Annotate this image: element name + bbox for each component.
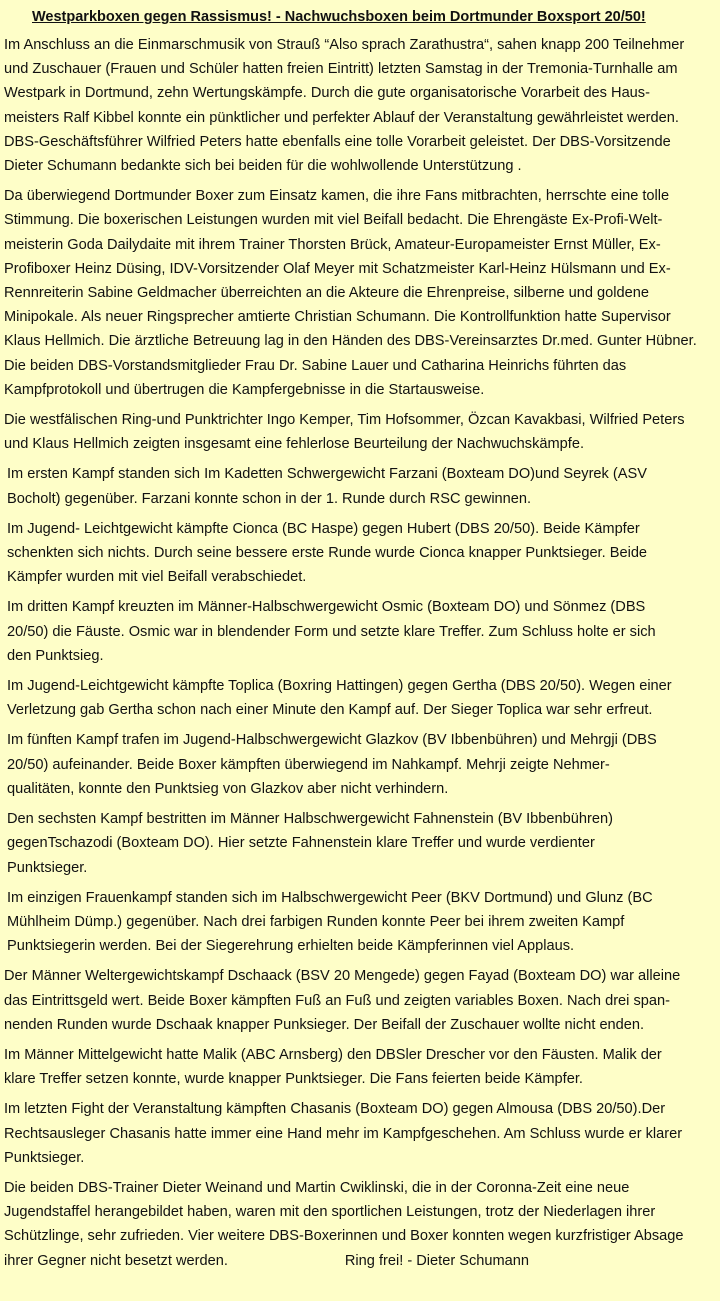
closing-text: ihrer Gegner nicht besetzt werden. — [4, 1252, 228, 1269]
paragraph-intro: Im Anschluss an die Einmarschmusik von Strauß “Also sprach Zarathustra“, sahen knapp 200 Teilnehmer und Zuschauer (Frauen und Schüler hatten freien Eintritt) letzten Samstag in der Tremonia-Turnhalle am Westpark in Dortmund, zehn Wertungskämpfe. Durch die gute organisatorische Vorarbeit des Haus- meisters Ralf Kibbel konnte ein pünktlicher und perfekter Ablauf der Veranstaltung gewährleistet werden. DBS-Geschäftsführer Wilfried Peters hatte ebenfalls eine tolle Vorarbeit geleistet. Der DBS-Vorsitzende Dieter Schumann bedankte sich bei beiden für die wohlwollende Unterstützung . — [4, 37, 685, 175]
closing-line — [4, 1253, 529, 1269]
paragraph-bout-3: Im dritten Kampf kreuzten im Männer-Halbschwergewicht Osmic (Boxteam DO) und Sönmez (DBS 20/50) die Fäuste. Osmic war in blendender Form und setzte klare Treffer. Zum Schluss holte er sich den Punktsieg. — [7, 599, 656, 664]
paragraph-bout-4: Im Jugend-Leichtgewicht kämpfte Toplica (Boxring Hattingen) gegen Gertha (DBS 20/50). Wegen einer Verletzung gab Gertha schon nach einer Minute den Kampf auf. Der Sieger Toplica war sehr erfreut. — [7, 678, 672, 719]
paragraph-judges: Die westfälischen Ring-und Punktrichter Ingo Kemper, Tim Hofsommer, Özcan Kavakbasi, Wilfried Peters und Klaus Hellmich zeigten insgesamt eine fehlerlose Beurteilung der Nachwuchskämpfe. — [4, 412, 685, 453]
paragraph-bout-7: Im einzigen Frauenkampf standen sich im Halbschwergewicht Peer (BKV Dortmund) und Glunz (BC Mühlheim Dümp.) gegenüber. Nach drei farbigen Runden konnte Peer bei ihrem zweiten Kampf Punktsiegerin werden. Bei der Siegerehrung erhielten beide Kämpferinnen viel Applaus. — [7, 889, 653, 955]
paragraph-bout-6: Den sechsten Kampf bestritten im Männer Halbschwergewicht Fahnenstein (BV Ibbenbühren) gegenTschazodi (Boxteam DO). Hier setzte Fahnenstein klare Treffer und wurde verdienter Punktsieger. — [7, 811, 613, 876]
paragraph-conclusion — [4, 1176, 716, 1273]
paragraph-bout-1: Im ersten Kampf standen sich Im Kadetten Schwergewicht Farzani (Boxteam DO)und Seyrek (ASV Bocholt) gegenüber. Farzani konnte schon in der 1. Runde durch RSC gewinnen. — [7, 466, 647, 507]
paragraph-bout-8: Der Männer Weltergewichtskampf Dschaack (BSV 20 Mengede) gegen Fayad (Boxteam DO) war alleine das Eintrittsgeld wert. Beide Boxer kämpften Fuß an Fuß und zeigten variables Boxen. Nach drei span- nenden Runden wurde Dschaak knapper Punksieger. Der Beifall der Zuschauer wollte nicht enden. — [4, 968, 681, 1033]
signature: Ring frei! - Dieter Schumann — [344, 1252, 530, 1269]
paragraph-bout-10: Im letzten Fight der Veranstaltung kämpften Chasanis (Boxteam DO) gegen Almousa (DBS 20/50).Der Rechtsausleger Chasanis hatte immer eine Hand mehr im Kampfgeschehen. Am Schluss wurde er klarer Punktsieger. — [4, 1101, 683, 1166]
paragraph-bout-5: Im fünften Kampf trafen im Jugend-Halbschwergewicht Glazkov (BV Ibbenbühren) und Mehrgji (DBS 20/50) aufeinander. Beide Boxer kämpften überwiegend im Nahkampf. Mehrji zeigte Nehmer- qualitäten, konnte den Punktsieg von Glazkov aber nicht verhindern. — [7, 732, 657, 797]
paragraph-bout-2: Im Jugend- Leichtgewicht kämpfte Cionca (BC Haspe) gegen Hubert (DBS 20/50). Beide Kämpfer schenkten sich nichts. Durch seine bessere erste Runde wurde Cionca knapper Punktsieger. Beide Kämpfer wurden mit viel Beifall verabschiedet. — [7, 520, 648, 586]
paragraph-bout-9: Im Männer Mittelgewicht hatte Malik (ABC Arnsberg) den DBSler Drescher vor den Fäusten. Malik der klare Treffer setzen konnte, wurde knapper Punktsieger. Die Fans feierten beide Kämpfer. — [4, 1046, 662, 1088]
conclusion-text: Die beiden DBS-Trainer Dieter Weinand und Martin Cwiklinski, die in der Coronna-Zeit eine neue Jugendstaffel herangebildet haben, waren mit den sportlichen Leistungen, trotz der Niederlagen ihrer Schützlinge, sehr zufrieden. Vier weitere DBS-Boxerinnen und Boxer konnten wegen kurzfristiger Absage — [4, 1179, 684, 1245]
article-title: Westparkboxen gegen Rassismus! - Nachwuchsboxen beim Dortmunder Boxsport 20/50! — [32, 9, 646, 25]
paragraph-atmosphere: Da überwiegend Dortmunder Boxer zum Einsatz kamen, die ihre Fans mitbrachten, herrschte eine tolle Stimmung. Die boxerischen Leistungen wurden mit viel Beifall bedacht. Die Ehrengäste Ex-Profi-Welt- meisterin Goda Dailydaite mit ihrem Trainer Thorsten Brück, Amateur-Europameister Ernst Müller, Ex- Profiboxer Heinz Düsing, IDV-Vorsitzender Olaf Meyer mit Schatzmeister Karl-Heinz Hülsmann und Ex- Rennreiterin Sabine Geldmacher überreichten an die Akteure die Ehrenpreise, silberne und goldene Minipokale. Als neuer Ringsprecher amtierte Christian Schumann. Die Kontrollfunktion hatte Supervisor Klaus Hellmich. Die ärztliche Betreuung lag in den Händen des DBS-Vereinsarztes Dr.med. Gunter Hübner. Die beiden DBS-Vorstandsmitglieder Frau Dr. Sabine Lauer und Catharina Heinrichs führten das Kampfprotokoll und übertrugen die Kampfergebnisse in die Startausweise. — [4, 188, 697, 398]
